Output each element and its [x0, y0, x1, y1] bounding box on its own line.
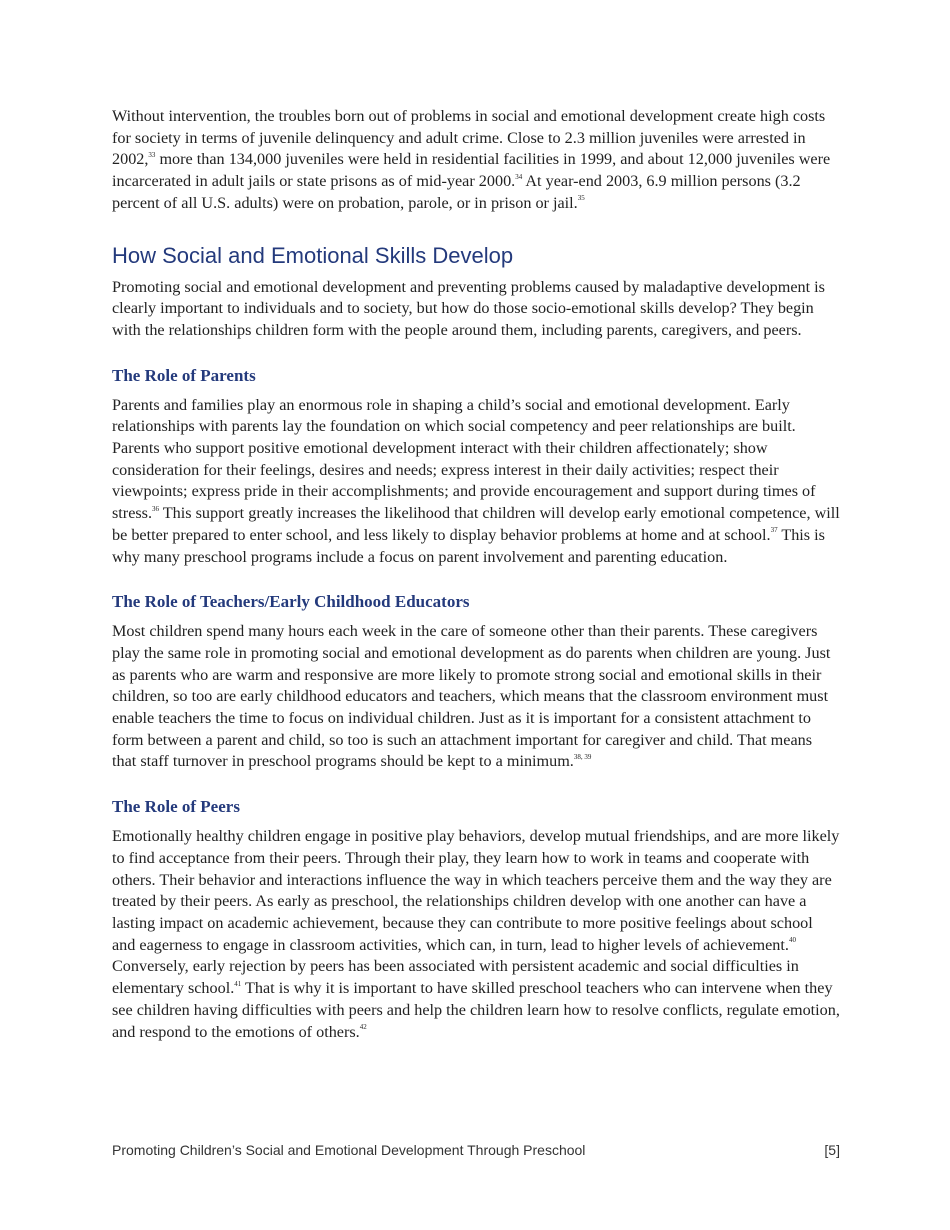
- parents-text-3: This is why many preschool programs include a focus on parent involvement and parenting education.: [112, 525, 825, 566]
- teachers-text-1: Most children spend many hours each week in the care of someone other than their parents. These caregivers play the same role in promoting social and emotional development as do parents when children are young. Just as parents who are warm and responsive are more likely to promote strong social and emotional skills in their children, so too are early childhood educators and teachers, which means that the classroom environment must enable teachers the time to focus on individual children. Just as it is important for a consistent attachment to form between a parent and child, so too is such an attachment important for caregiver and child. That means that staff turnover in preschool programs should be kept to a minimum.: [112, 622, 831, 771]
- peers-text-1: Emotionally healthy children engage in positive play behaviors, develop mutual friendships, and are more likely to find acceptance from their peers. Through their play, they learn how to work in teams and cooperate with others. Their behavior and interactions influence the way in which teachers perceive them and the way they are treated by their peers. As early as preschool, the relationships children develop with one another can have a lasting impact on academic achievement, because they can contribute to more positive feelings about school and eagerness to engage in classroom activities, which can, in turn, lead to higher levels of achievement.: [112, 827, 840, 954]
- parents-heading: The Role of Parents: [112, 365, 256, 385]
- footnote-ref-40: 40: [788, 936, 796, 945]
- footnote-ref-41: 41: [234, 979, 242, 988]
- page-footer: [112, 1141, 840, 1159]
- page-number: [5]: [824, 1142, 840, 1158]
- peers-text-2: Conversely, early rejection by peers has been associated with persistent academic and social difficulties in elementary school.: [112, 957, 799, 998]
- footnote-ref-34: 34: [515, 172, 523, 181]
- intro-text-1: Without intervention, the troubles born out of problems in social and emotional development create high costs for society in terms of juvenile delinquency and adult crime. Close to 2.3 million juveniles were arrested in 2002,: [112, 107, 826, 169]
- intro-text-2: more than 134,000 juveniles were held in residential facilities in 1999, and about 12,000 juveniles were incarcerated in adult jails or state prisons as of mid-year 2000.: [112, 150, 831, 191]
- intro-text-3: At year-end 2003, 6.9 million persons (3.2 percent of all U.S. adults) were on probation, parole, or in prison or jail.: [112, 172, 801, 212]
- footer-title: Promoting Children’s Social and Emotional Development Through Preschool: [112, 1142, 586, 1158]
- teachers-heading: The Role of Teachers/Early Childhood Educators: [112, 592, 470, 612]
- peers-paragraph: [112, 826, 840, 1043]
- footnote-ref-42: 42: [359, 1023, 367, 1032]
- footnote-ref-33: 33: [148, 151, 156, 160]
- footnote-ref-38-39: 38, 39: [573, 753, 592, 762]
- footnote-ref-35: 35: [577, 194, 585, 203]
- peers-heading: The Role of Peers: [112, 797, 240, 817]
- footnote-ref-36: 36: [152, 504, 160, 513]
- parents-paragraph: [112, 395, 840, 569]
- teachers-paragraph: [112, 621, 840, 773]
- section-paragraph: Promoting social and emotional development and preventing problems caused by maladaptive development is clearly important to individuals and to society, but how do those socio-emotional skills develop? They begin with the relationships children form with the people around them, including parents, caregivers, and peers.: [112, 277, 825, 339]
- intro-paragraph: [112, 106, 840, 215]
- page-body: [112, 106, 840, 1043]
- peers-text-3: That is why it is important to have skilled preschool teachers who can intervene when they see children having difficulties with peers and help the children learn how to resolve conflicts, regulate emotion, and respond to the emotions of others.: [112, 979, 840, 1041]
- footnote-ref-37: 37: [770, 526, 778, 535]
- section-heading: How Social and Emotional Skills Develop: [112, 242, 514, 268]
- parents-text-2: This support greatly increases the likelihood that children will develop early emotional competence, will be better prepared to enter school, and less likely to display behavior problems at home and at school.: [112, 504, 840, 544]
- parents-text-1: Parents and families play an enormous role in shaping a child’s social and emotional development. Early relationships with parents lay the foundation on which social competency and peer relationships are built. Parents who support positive emotional development interact with their children affectionately; show consideration for their feelings, desires and needs; express interest in their daily activities; respect their viewpoints; express pride in their accomplishments; and provide encouragement and support during times of stress.: [112, 395, 816, 523]
